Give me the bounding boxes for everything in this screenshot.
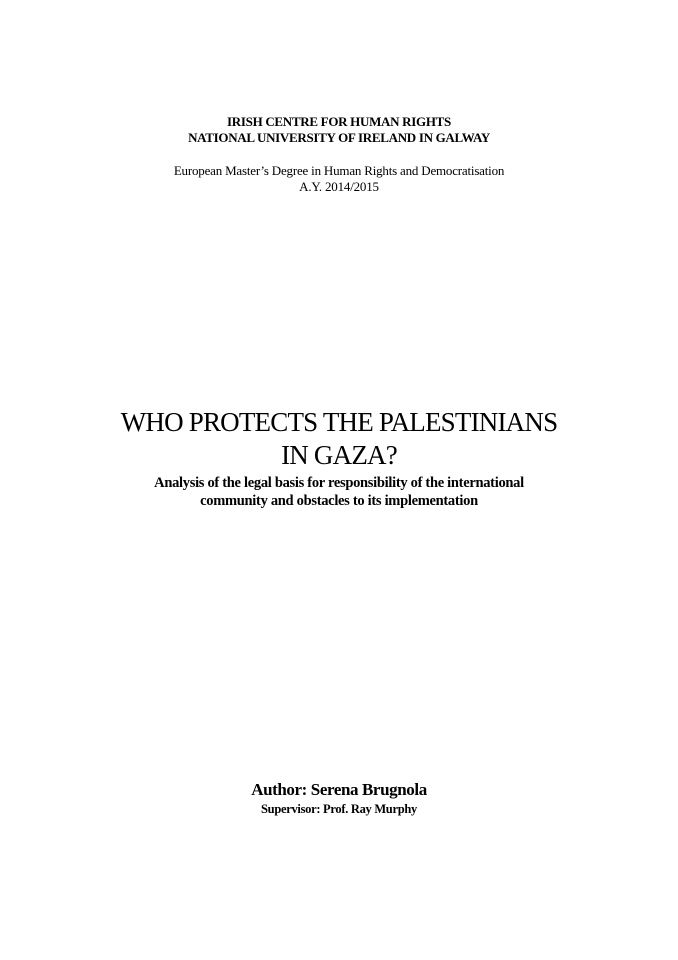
institution-header <box>0 114 678 146</box>
academic-year: A.Y. 2014/2015 <box>299 179 379 194</box>
thesis-subtitle-line-2: community and obstacles to its implementation <box>200 493 478 509</box>
supervisor-name: Supervisor: Prof. Ray Murphy <box>261 802 417 816</box>
programme-info <box>0 163 678 195</box>
thesis-title-line-2: IN GAZA? <box>281 440 397 470</box>
author-name: Author: Serena Brugnola <box>251 780 427 799</box>
university-name: NATIONAL UNIVERSITY OF IRELAND IN GALWAY <box>188 130 490 145</box>
degree-name: European Master’s Degree in Human Rights and Democratisation <box>173 163 505 178</box>
institution-name: IRISH CENTRE FOR HUMAN RIGHTS <box>227 114 451 129</box>
thesis-subtitle-line-1: Analysis of the legal basis for responsibility of the international <box>154 475 524 491</box>
thesis-title-line-1: WHO PROTECTS THE PALESTINIANS <box>120 407 558 437</box>
thesis-title <box>0 406 678 472</box>
thesis-subtitle <box>0 474 678 510</box>
